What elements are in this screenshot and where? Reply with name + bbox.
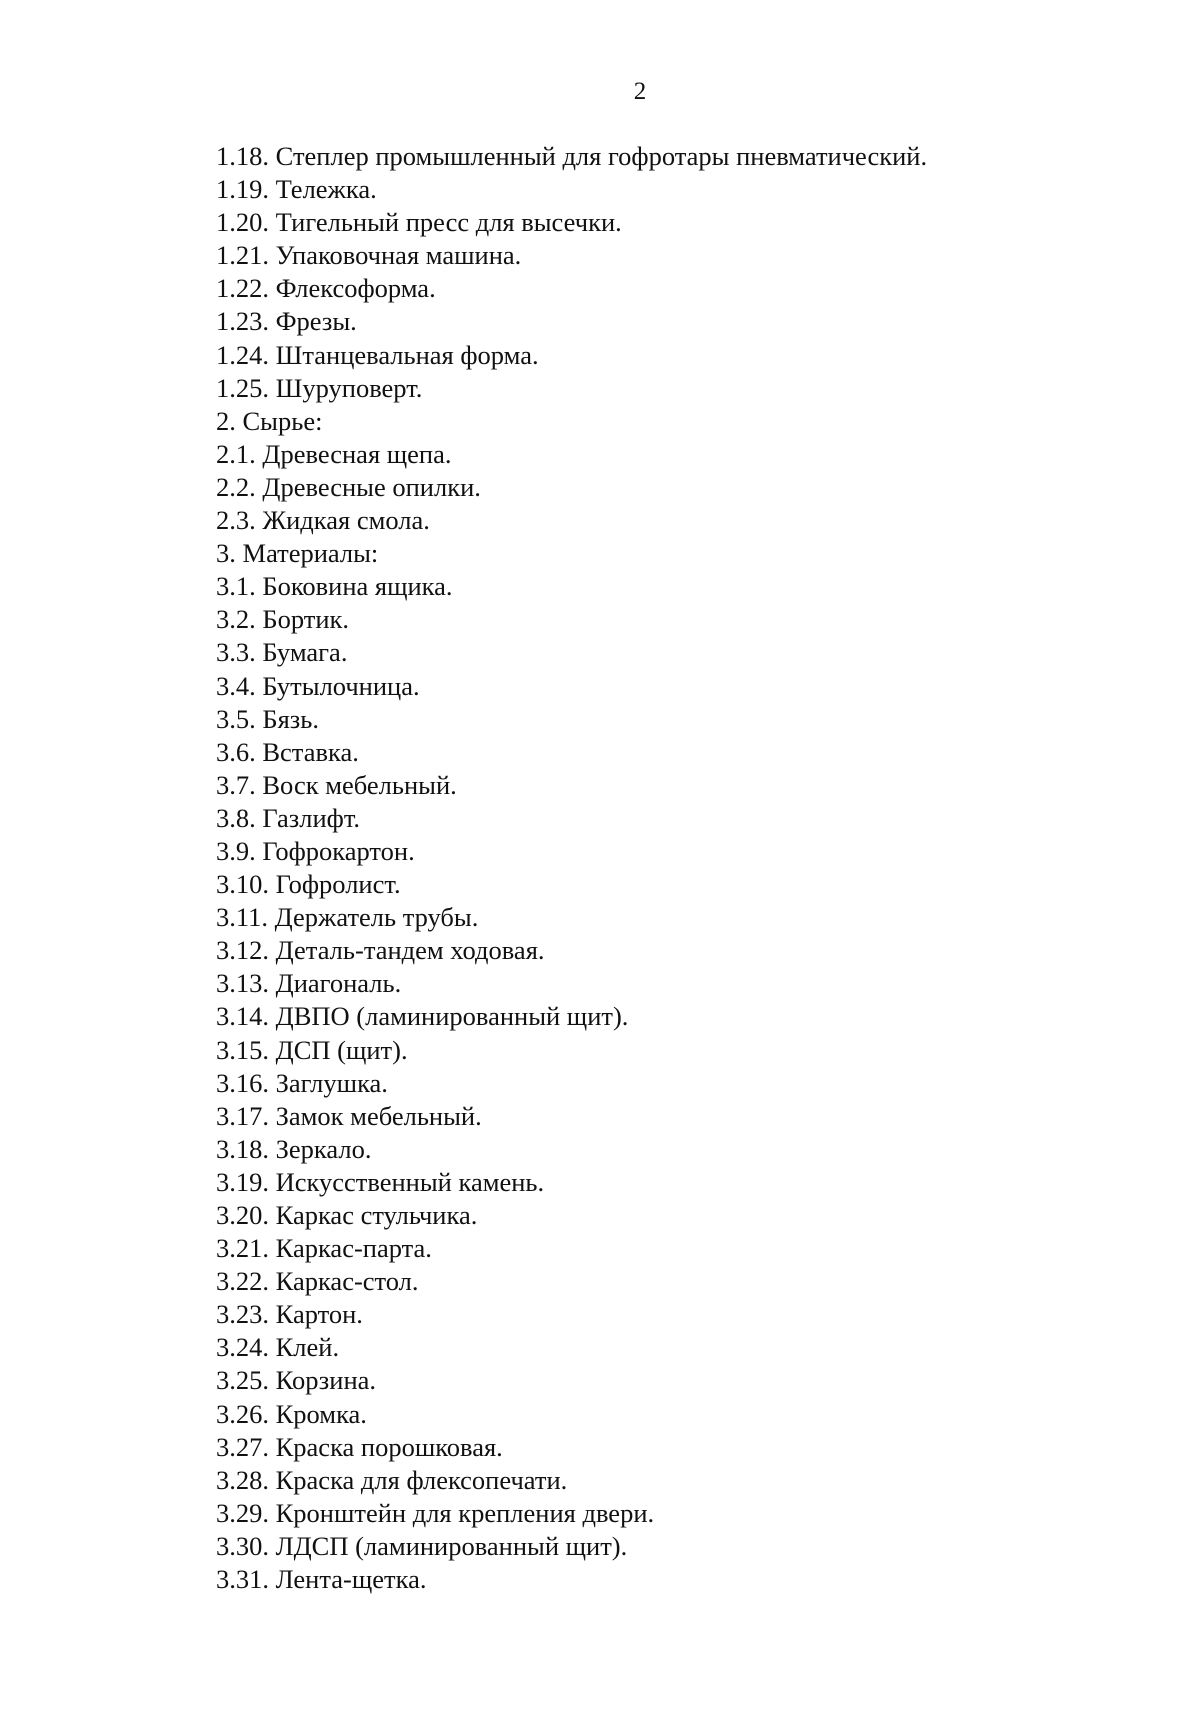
list-item: 2.3. Жидкая смола. [216,505,430,536]
list-item: 3.20. Каркас стульчика. [216,1200,478,1230]
list-item: 3.2. Бортик. [216,604,350,635]
list-item: 3.21. Каркас-парта. [216,1233,432,1264]
list-item: 1.22. Флексоформа. [216,273,436,304]
list-item: 3.19. Искусственный камень. [216,1166,545,1197]
list-item: 3.22. Каркас-стол. [216,1266,419,1297]
list-item: 3.30. ЛДСП (ламинированный щит). [216,1530,628,1561]
list-item: 3.15. ДСП (щит). [216,1034,408,1065]
list-item: 3.4. Бутылочница. [216,670,420,701]
list-item: 3.9. Гофрокартон. [216,835,415,866]
list-item: 3.16. Заглушка. [216,1067,388,1098]
list-item: 1.20. Тигельный пресс для высечки. [216,207,622,238]
list-item: 3.11. Держатель трубы. [216,902,479,933]
list-item: 3.7. Воск мебельный. [216,769,457,800]
list-item: 3.12. Деталь-тандем ходовая. [216,935,545,966]
list-item: 3.26. Кромка. [216,1398,367,1429]
list-item: 1.24. Штанцевальная форма. [216,339,539,370]
list-item: 3.28. Краска для флексопечати. [216,1464,568,1495]
list-item: 1.23. Фрезы. [216,306,357,337]
section-heading: 2. Сырье: [216,405,323,436]
list-item: 3.25. Корзина. [216,1365,377,1396]
list-item: 3.23. Картон. [216,1299,363,1330]
page-number: 2 [633,78,647,105]
list-item: 1.19. Тележка. [216,174,377,205]
item-list [216,140,1156,1596]
list-item: 1.21. Упаковочная машина. [216,240,522,271]
list-item: 2.2. Древесные опилки. [216,471,481,502]
list-item: 1.18. Степлер промышленный для гофротары пневматический. [216,141,928,171]
list-item: 3.10. Гофролист. [216,869,401,900]
list-item: 3.18. Зеркало. [216,1133,372,1164]
list-item: 3.27. Краска порошковая. [216,1431,503,1462]
list-item: 3.1. Боковина ящика. [216,571,453,602]
section-heading: 3. Материалы: [216,538,379,569]
list-item: 3.5. Бязь. [216,703,319,734]
list-item: 3.6. Вставка. [216,736,359,767]
list-item: 1.25. Шуруповерт. [216,372,423,403]
list-item: 2.1. Древесная щепа. [216,438,452,469]
list-item: 3.14. ДВПО (ламинированный щит). [216,1001,629,1032]
list-item: 3.31. Лента-щетка. [216,1564,427,1595]
list-item: 3.29. Кронштейн для крепления двери. [216,1497,655,1528]
list-item: 3.24. Клей. [216,1332,340,1363]
list-item: 3.17. Замок мебельный. [216,1100,482,1131]
list-item: 3.8. Газлифт. [216,802,361,833]
list-item: 3.3. Бумага. [216,637,348,668]
list-item: 3.13. Диагональ. [216,968,402,999]
